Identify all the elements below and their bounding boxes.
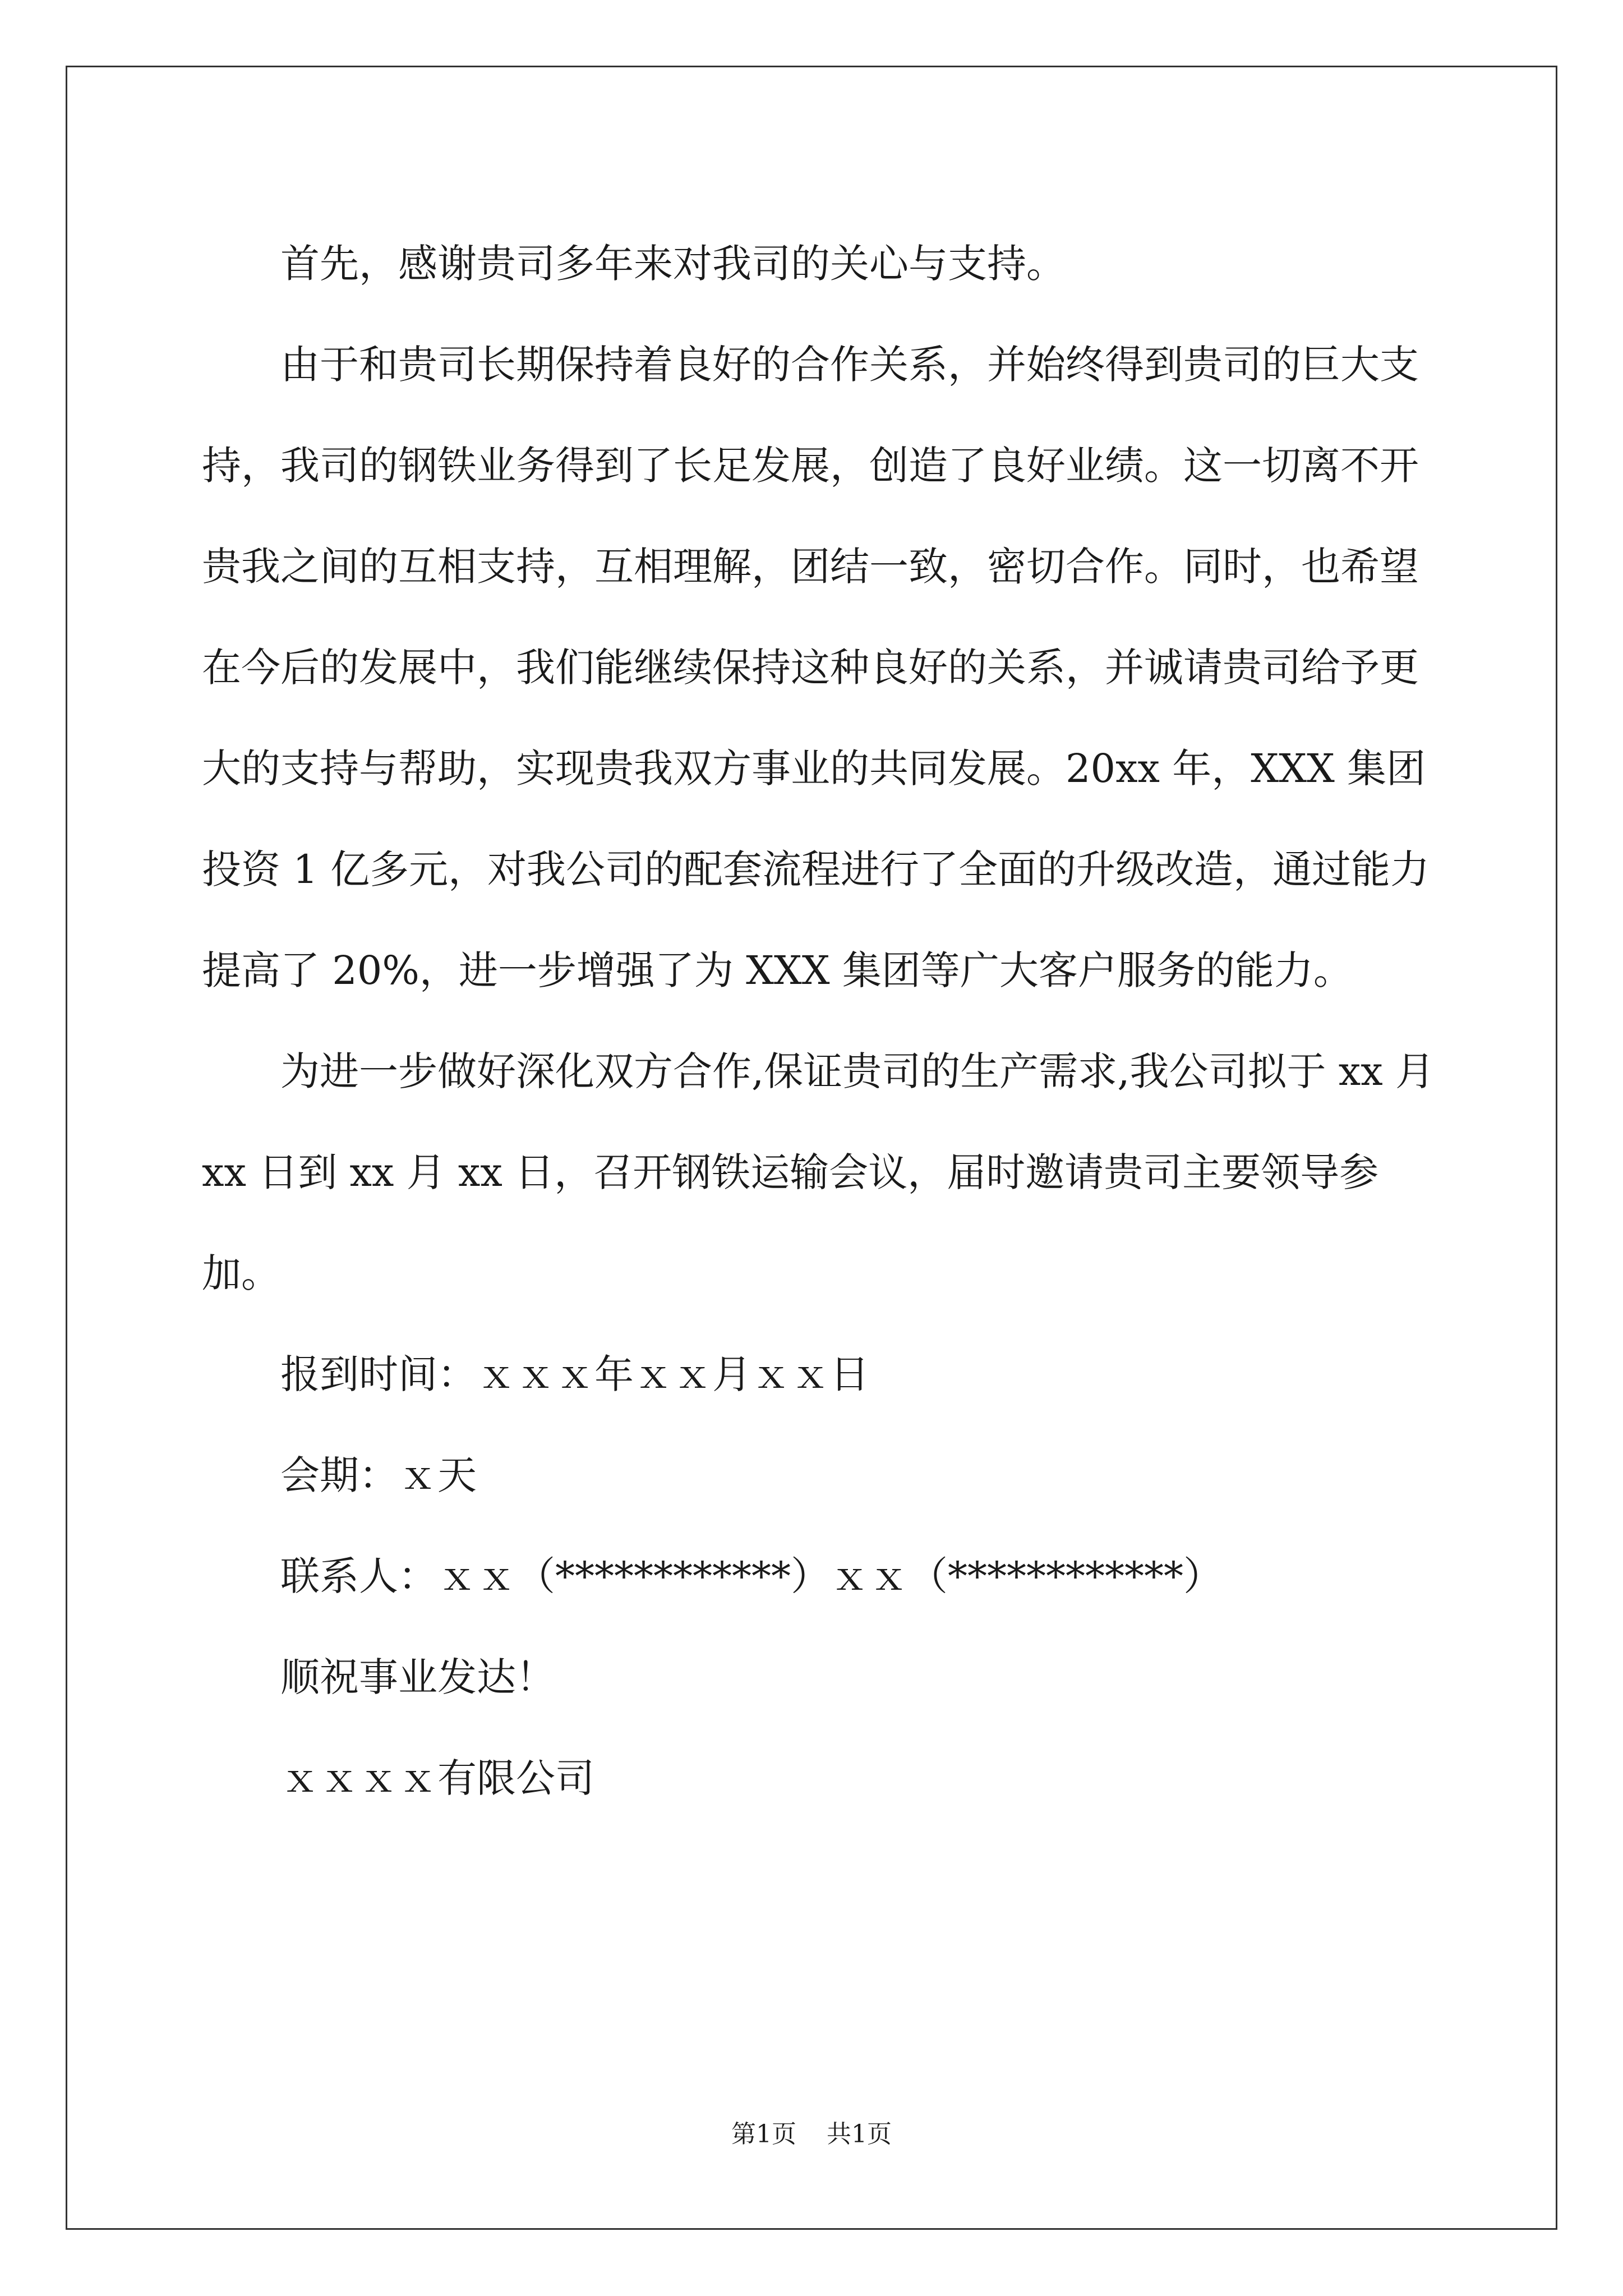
meeting-duration: 会期：ｘ天 (280, 1452, 477, 1498)
page-number: 第1页 (731, 2120, 796, 2148)
paragraph-thanks: 首先，感谢贵司多年来对我司的关心与支持。 (280, 241, 1066, 287)
paragraph-cooperation: 由于和贵司长期保持着良好的合作关系，并始终得到贵司的巨大支持，我司的钢铁业务得到了长足发展，创造了良好业绩。这一切离不开贵我之间的互相支持，互相理解，团结一致，密切合作。同时，也希望在今后的发展中，我们能继续保持这种良好的关系，并诚请贵司给予更大的支持与帮助，实现贵我双方事业的共同发展。20xx 年，XXX 集团投资 1 亿多元，对我公司的配套流程进行了全面的升级改造，通过能力提高了 20%，进一步增强了为 XXX 集团等广大客户服务的能力。 (202, 342, 1430, 993)
closing-wish: 顺祝事业发达！ (280, 1654, 555, 1700)
page-total: 共1页 (827, 2120, 892, 2148)
contact-person: 联系人：ｘｘ（************）ｘｘ（************） (280, 1553, 1223, 1599)
paragraph-meeting-invite: 为进一步做好深化双方合作,保证贵司的生产需求,我公司拟于 xx 月 xx 日到 xx 月 xx 日，召开钢铁运输会议，届时邀请贵司主要领导参加。 (202, 1048, 1435, 1296)
letter-body (202, 213, 1436, 1829)
page-footer (0, 2118, 1623, 2151)
company-signature: ｘｘｘｘ有限公司 (280, 1755, 594, 1801)
registration-time: 报到时间：ｘｘｘ年ｘｘ月ｘｘ日 (280, 1351, 869, 1397)
